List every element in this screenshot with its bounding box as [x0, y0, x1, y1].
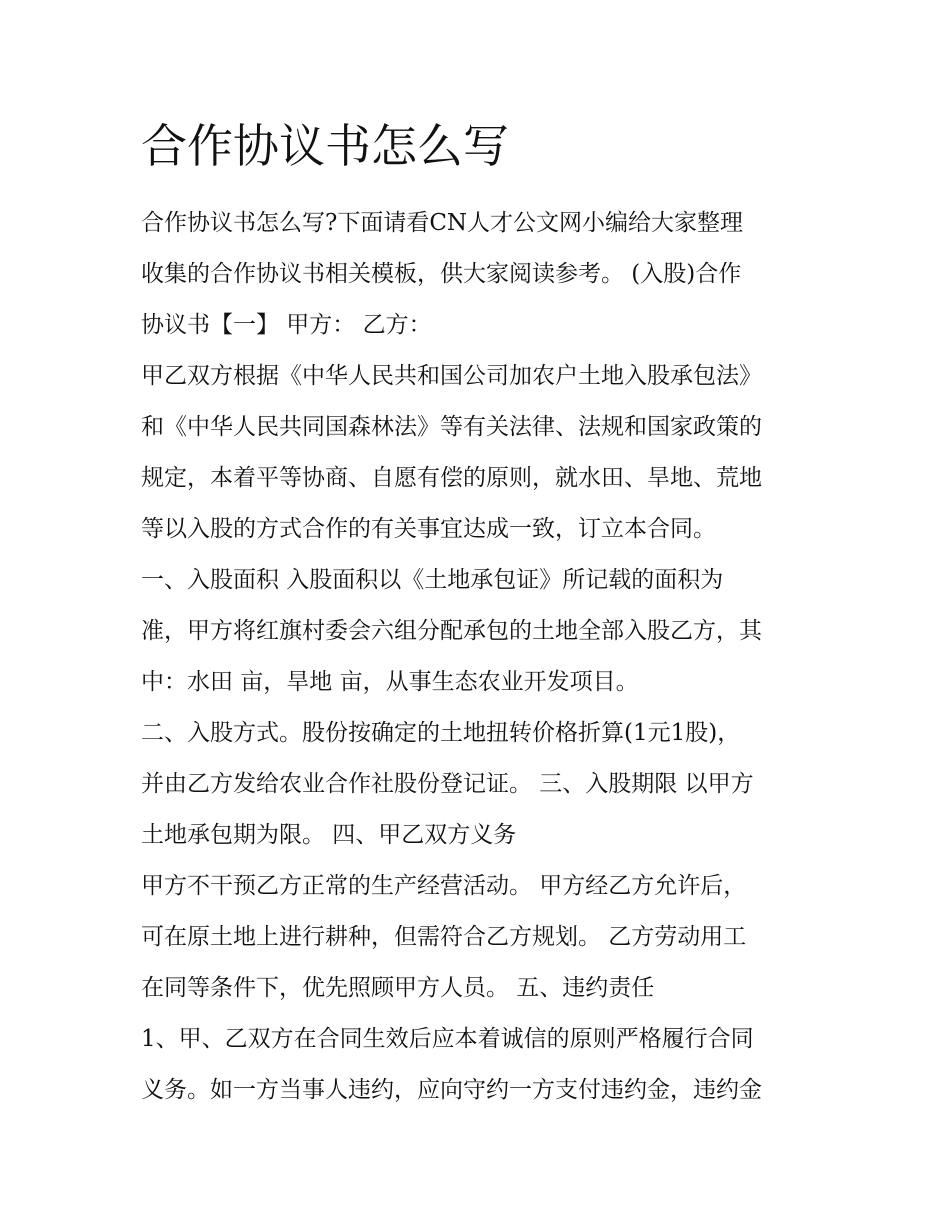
body-line: 可在原土地上进行耕种，但需符合乙方规划。 乙方劳动用工 — [141, 924, 747, 950]
body-line: 一、入股面积 入股面积以《土地承包证》所记载的面积为 — [141, 567, 724, 593]
body-line: 二、入股方式。股份按确定的土地扭转价格折算(1元1股)， — [141, 720, 741, 746]
body-line: 中：水田 亩，旱地 亩，从事生态农业开发项目。 — [141, 669, 639, 695]
body-line: 甲乙双方根据《中华人民共和国公司加农户土地入股承包法》 — [141, 363, 762, 389]
body-line: 和《中华人民共同国森林法》等有关法律、法规和国家政策的 — [141, 414, 762, 440]
body-line: 并由乙方发给农业合作社股份登记证。 三、入股期限 以甲方 — [141, 771, 754, 797]
body-line: 收集的合作协议书相关模板，供大家阅读参考。 (入股)合作 — [141, 261, 742, 287]
body-line: 土地承包期为限。 四、甲乙双方义务 — [141, 822, 517, 848]
body-line: 准，甲方将红旗村委会六组分配承包的土地全部入股乙方，其 — [141, 618, 762, 644]
body-line: 合作协议书怎么写?下面请看CN人才公文网小编给大家整理 — [141, 210, 744, 236]
body-line: 规定，本着平等协商、自愿有偿的原则，就水田、旱地、荒地 — [141, 465, 762, 491]
body-line: 甲方不干预乙方正常的生产经营活动。 甲方经乙方允许后， — [141, 873, 747, 899]
body-line: 在同等条件下，优先照顾甲方人员。 五、违约责任 — [141, 975, 655, 1001]
body-line: 1、甲、乙双方在合同生效后应本着诚信的原则严格履行合同 — [141, 1026, 754, 1052]
body-line: 协议书【一】 甲方： 乙方： — [141, 312, 432, 338]
body-line: 义务。如一方当事人违约，应向守约一方支付违约金，违约金 — [141, 1077, 762, 1103]
document-title: 合作协议书怎么写 — [141, 119, 509, 173]
document-body — [141, 198, 821, 1116]
body-line: 等以入股的方式合作的有关事宜达成一致，订立本合同。 — [141, 516, 716, 542]
